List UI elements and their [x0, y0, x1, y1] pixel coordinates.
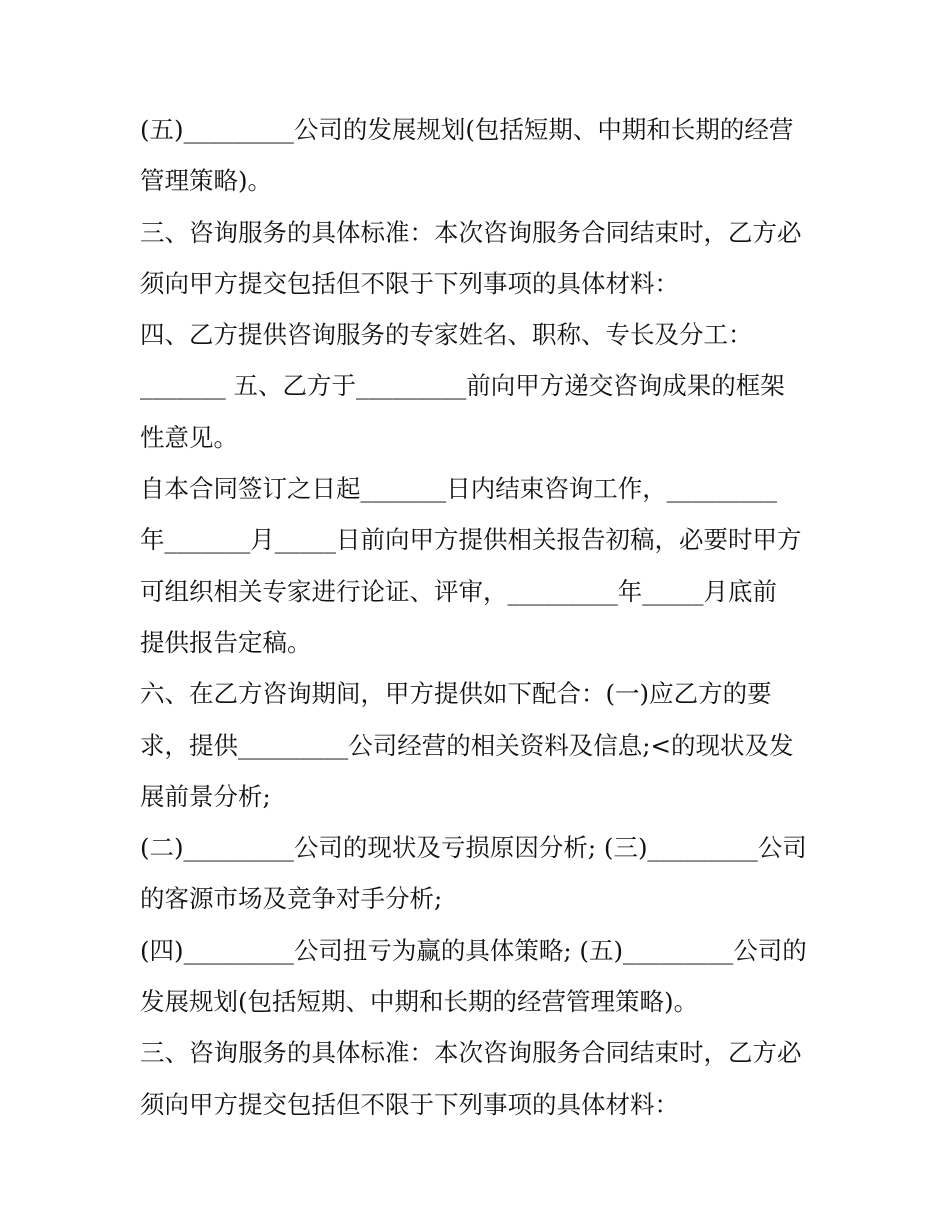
text-line-18: 发展规划(包括短期、中期和长期的经营管理策略)。 — [140, 987, 699, 1017]
text-line-10: 可组织相关专家进行论证、评审，_________年_____月底前 — [140, 576, 777, 606]
text-line-16: 的客源市场及竞争对手分析; — [140, 884, 443, 914]
text-line-5: 四、乙方提供咨询服务的专家姓名、职称、专长及分工： — [140, 320, 753, 350]
text-line-6: _______ 五、乙方于_________前向甲方递交咨询成果的框架 — [140, 371, 785, 401]
document-body — [140, 104, 815, 1130]
text-line-8: 自本合同签订之日起_______日内结束咨询工作，_________ — [140, 474, 777, 504]
text-line-17: (四)_________公司扭亏为赢的具体策略; (五)_________公司的 — [140, 935, 807, 965]
text-line-1: (五)_________公司的发展规划(包括短期、中期和长期的经营 — [140, 115, 794, 144]
text-line-3: 三、咨询服务的具体标准：本次咨询服务合同结束时，乙方必 — [140, 217, 802, 247]
text-line-12: 六、在乙方咨询期间，甲方提供如下配合：(一)应乙方的要 — [140, 679, 772, 709]
text-line-2: 管理策略)。 — [140, 166, 273, 196]
text-line-4: 须向甲方提交包括但不限于下列事项的具体材料： — [140, 268, 679, 298]
text-line-19: 三、咨询服务的具体标准：本次咨询服务合同结束时，乙方必 — [140, 1038, 802, 1068]
text-line-11: 提供报告定稿。 — [140, 627, 312, 657]
text-line-20: 须向甲方提交包括但不限于下列事项的具体材料： — [140, 1089, 679, 1119]
text-line-14: 展前景分析; — [140, 781, 271, 811]
text-line-9: 年_______月_____日前向甲方提供相关报告初稿，必要时甲方 — [140, 525, 802, 555]
text-line-13: 求，提供_________公司经营的相关资料及信息;<的现状及发 — [140, 730, 794, 760]
text-line-15: (二)_________公司的现状及亏损原因分析; (三)_________公司 — [140, 833, 807, 863]
text-line-7: 性意见。 — [140, 422, 238, 452]
